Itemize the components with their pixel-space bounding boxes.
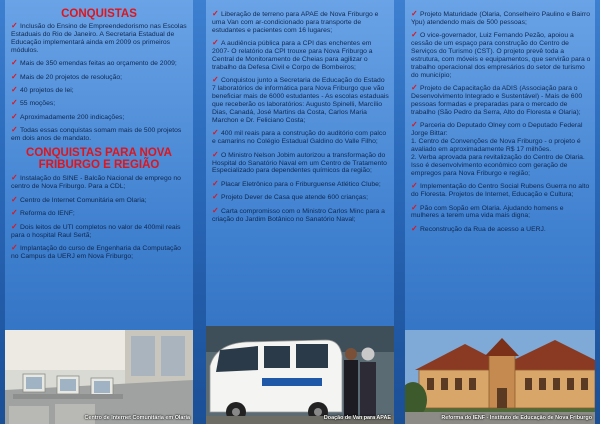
- check-icon: ✓: [11, 98, 18, 108]
- list-item: ✓ Placar Eletrônico para o Friburguense Atlético Clube;: [212, 178, 381, 188]
- photo-caption: Centro de Internet Comunitária em Olaria: [84, 415, 190, 421]
- list-item: ✓ Conquistou junto a Secretaria de Educação do Estado 7 laboratórios de informática para Nova Friburgo que vão beneficiar mais de 6000 estudantes - As escolas estaduais que receberão os laboratórios: Augusto Spinelli, Marcílio Dias, Canadá, José Martins da Costa, Carlos Maria Marchon e Dr. Feliciano Costa;: [212, 75, 389, 124]
- check-icon: ✓: [11, 173, 18, 183]
- list-item: ✓ 55 moções;: [11, 98, 56, 108]
- list-item: ✓ Aproximadamente 200 indicações;: [11, 111, 125, 121]
- column-middle: [206, 0, 394, 424]
- building-illustration: [405, 330, 595, 424]
- list-item: ✓ Todas essas conquistas somam mais de 500 projetos em dois anos de mandato.: [11, 125, 182, 143]
- check-icon: ✓: [411, 181, 418, 191]
- van-illustration: [206, 326, 394, 424]
- parceria-sub-1: 1. Centro de Convenções de Nova Friburgo - o projeto é avaliado em aproximadamente R$ 17 milhões.: [411, 138, 581, 154]
- check-icon: ✓: [11, 71, 18, 81]
- heading-conquistas-nova-friburgo: CONQUISTAS PARA NOVA FRIBURGO E REGIÃO: [26, 147, 172, 172]
- photo-van-donation: [206, 326, 394, 424]
- list-item: ✓ Projeto de Capacitação da ADIS (Associação para o Desenvolvimento Integrado e Sustentável) - Mais de 600 pessoas formadas e preparadas para o mercado de trabalho (São Pedro da Serra, Alto do Floresta e Olaria);: [411, 83, 583, 116]
- photo-ienf-building: [405, 330, 595, 424]
- list-item: ✓ Reforma do IENF;: [11, 208, 75, 218]
- check-icon: ✓: [11, 208, 18, 218]
- check-icon: ✓: [212, 178, 219, 188]
- achievements-list: [206, 10, 394, 223]
- list-item: ✓ Mais de 20 projetos de resolução;: [11, 71, 123, 81]
- list-item: ✓ Inclusão do Ensino de Empreendedorismo nas Escolas Estaduais do Rio de Janeiro. A Secretaria Estadual de Educação implementará ainda em 2009 os primeiros módulos.: [11, 21, 187, 54]
- check-icon: ✓: [11, 84, 18, 94]
- check-icon: ✓: [212, 9, 219, 18]
- check-icon: ✓: [411, 83, 418, 93]
- check-icon: ✓: [411, 120, 418, 130]
- list-item: ✓ 40 projetos de lei;: [11, 84, 74, 94]
- check-icon: ✓: [11, 58, 18, 68]
- check-icon: ✓: [411, 9, 418, 18]
- computer-lab-illustration: [5, 330, 193, 424]
- check-icon: ✓: [212, 205, 219, 215]
- check-icon: ✓: [212, 38, 219, 48]
- list-item: ✓ Implementação do Centro Social Rubens Guerra no alto do Floresta. Projetos de Internet, Educação e Cultura;: [411, 181, 590, 199]
- photo-computer-lab: [5, 330, 193, 424]
- list-item: ✓ Implantação do curso de Engenharia da Computação no Campus da UERJ em Nova Friburgo;: [11, 242, 181, 260]
- check-icon: ✓: [11, 21, 18, 30]
- list-item: ✓ Projeto Maturidade (Olaria, Conselheiro Paulino e Bairro Ypu) atendendo mais de 500 pessoas;: [411, 9, 591, 26]
- list-item: ✓ A audiência pública para a CPI das enchentes em 2007- O relatório da CPI trouxe para Nova Friburgo a Central de Monitoramento de Cheias para agilizar o trabalho da Defesa Civil e Corpo de Bombeiros;: [212, 38, 373, 71]
- list-item: ✓ Carta compromisso com o Ministro Carlos Minc para a criação do Jardim Botânico no Sanatório Naval;: [212, 205, 385, 223]
- check-icon: ✓: [11, 194, 18, 204]
- check-icon: ✓: [11, 221, 18, 231]
- parceria-sub-3: Isso é desenvolvimento econômico com geração de empregos para Nova Friburgo e região;: [411, 161, 568, 177]
- check-icon: ✓: [411, 30, 418, 40]
- check-icon: ✓: [411, 223, 418, 233]
- check-icon: ✓: [11, 125, 18, 135]
- list-item: ✓ Mais de 350 emendas feitas ao orçamento de 2009;: [11, 58, 177, 68]
- heading-conquistas: CONQUISTAS: [61, 8, 137, 20]
- list-item: ✓ Dois leitos de UTI completos no valor de 400mil reais para o hospital Raul Sertã;: [11, 221, 181, 239]
- check-icon: ✓: [212, 128, 219, 138]
- check-icon: ✓: [212, 75, 219, 85]
- column-left: [5, 0, 193, 424]
- list-item: ✓ Reconstrução da Rua de acesso a UERJ.: [411, 223, 546, 233]
- conquistas-friburgo-list: [5, 174, 193, 260]
- list-item: ✓ Pão com Sopão em Olaria. Ajudando homens e mulheres a terem uma vida mais digna;: [411, 202, 564, 220]
- column-right: [405, 0, 595, 424]
- check-icon: ✓: [11, 242, 18, 252]
- parceria-sub-2: 2. Verba aprovada para revitalização do Centro de Olaria.: [411, 154, 585, 161]
- list-item-parceria: ✓ Parceria do Deputado Olney com o Deputado Federal Jorge Bittar: 1. Centro de Convenções de Nova Friburgo - o projeto é avaliado em aproximadamente R$ 17 milhões. 2. Verba aprovada para revitalização do Centro de Olaria. Isso é desenvolvimento econômico com geração de empregos para Nova Friburgo e região;: [411, 121, 591, 177]
- list-item: ✓ Liberação de terreno para APAE de Nova Friburgo e uma Van com ar-condicionado para transporte de estudantes e pacientes com 16 lugares;: [212, 9, 379, 34]
- list-item: ✓ Instalação do SINE - Balcão Nacional de emprego no centro de Nova Friburgo. Para a CDL;: [11, 173, 181, 191]
- check-icon: ✓: [11, 111, 18, 121]
- check-icon: ✓: [212, 192, 219, 202]
- photo-caption: Reforma do IENF - Instituto de Educação de Nova Friburgo: [441, 415, 592, 421]
- list-item: ✓ O vice-governador, Luiz Fernando Pezão, apoiou a cessão de um espaço para construção do Centro de Serviços do Turismo (CST). O projeto prevê toda a estrutura, com móveis e equipamentos, que servirão para o trabalho operacional dos empresários do setor de turismo do município;: [411, 30, 591, 79]
- conquistas-list: [5, 22, 193, 143]
- list-item: ✓ O Ministro Nelson Jobim autorizou a transformação do Hospital do Sanatório Naval em um Centro de Tratamento Especializado para dependentes químicos da região;: [212, 149, 387, 175]
- list-item: ✓ Projeto Dever de Casa que atende 600 crianças;: [212, 192, 368, 202]
- achievements-list-right: [405, 10, 595, 234]
- check-icon: ✓: [411, 202, 418, 212]
- list-item: ✓ Centro de Internet Comunitária em Olaria;: [11, 194, 147, 204]
- photo-caption: Doação de Van para APAE: [323, 415, 391, 421]
- check-icon: ✓: [212, 149, 219, 159]
- list-item: ✓ 400 mil reais para a construção do auditório com palco e camarins no Colégio Estadual Galdino do Valle Filho;: [212, 128, 387, 146]
